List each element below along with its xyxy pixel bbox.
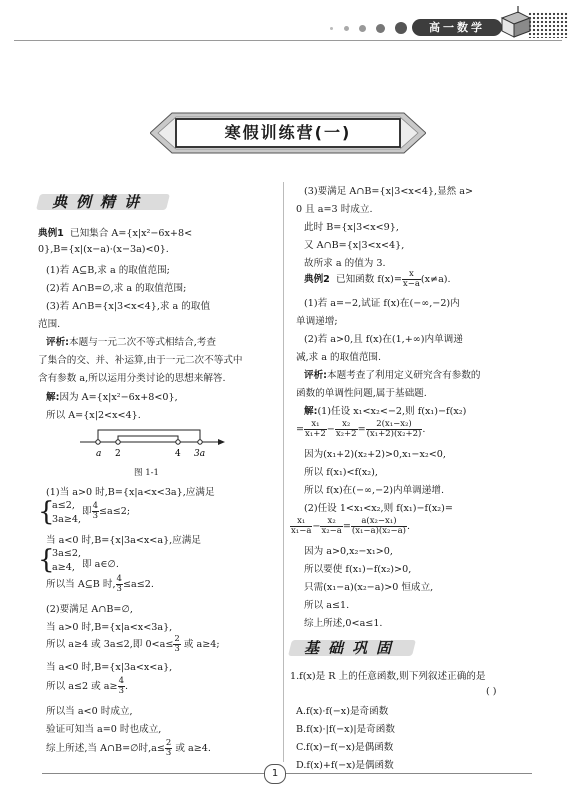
solution2-line9: 所以要使 f(x₁)−f(x₂)>0,	[304, 564, 412, 575]
header-dot	[330, 27, 333, 30]
fig-label-a: a	[96, 449, 102, 459]
example1-part3b: 范围.	[38, 319, 61, 330]
case2-cond1: 3a≤2,	[52, 548, 82, 559]
solution2-line5: 所以 f(x)在(−∞,−2)内单调递增.	[304, 485, 445, 496]
example1-part3a: (3)若 A∩B={x|3<x<4},求 a 的取值	[46, 301, 211, 312]
analysis-line2: 了集合的交、并、补运算,由于一元二次不等式中	[38, 355, 243, 366]
example2-part1b: 单调递增;	[296, 316, 338, 327]
solution2-line12: 综上所述,0<a≤1.	[304, 618, 383, 629]
r-line2: 0 且 a=3 时成立.	[296, 204, 373, 215]
question1-stem: 1.f(x)是 R 上的任意函数,则下列叙述正确的是	[290, 671, 486, 682]
case3-line: 所以当 A⊆B 时, $\frac{4}{3}$ ≤a≤2.	[46, 574, 154, 594]
option-b: B.f(x)·|f(−x)|是奇函数	[296, 724, 395, 735]
option-a: A.f(x)·f(−x)是奇函数	[296, 706, 389, 717]
example2-line: 典例2 已知函数 f(x)= $\frac{x}{x-a}$ (x≠a).	[304, 269, 451, 289]
case1-cond1: a≤2,	[52, 500, 75, 511]
example2-part1a: (1)若 a=−2,试证 f(x)在(−∞,−2)内	[304, 298, 460, 309]
solution2-line3: 因为(x₁+2)(x₂+2)>0,x₁−x₂<0,	[304, 449, 446, 460]
case2-cond2: a≥4,	[52, 562, 75, 573]
part2-line8: 综上所述,当 A∩B=∅时,a≤ $\frac{2}{3}$ 或 a≥4.	[46, 738, 211, 758]
example2-part2a: (2)若 a>0,且 f(x)在(1,+∞)内单调递	[304, 334, 463, 345]
case2-line: 当 a<0 时,B={x|3a<x<a},应满足	[46, 535, 201, 546]
option-d: D.f(x)+f(−x)是偶函数	[296, 760, 394, 771]
header-subject: 高一数学	[412, 19, 502, 36]
section-banner-basic: 基础巩固	[290, 636, 414, 658]
solution2-line1: 解:(1)任设 x₁<x₂<−2,则 f(x₁)−f(x₂)	[304, 406, 467, 417]
header-dot-grid	[528, 12, 568, 38]
r-line3: 此时 B={x|3<x<9},	[304, 222, 399, 233]
solution2-line6: (2)任设 1<x₁<x₂,则 f(x₁)−f(x₂)=	[304, 503, 453, 514]
solution2-line8: 因为 a>0,x₂−x₁>0,	[304, 546, 393, 557]
solution-line1: 解:因为 A={x|x²−6x+8<0},	[46, 392, 178, 403]
case2-result: 即 a∈∅.	[82, 559, 119, 570]
fig-label-4: 4	[175, 449, 181, 459]
fig-label-3a: 3a	[194, 449, 206, 459]
r-line4: 又 A∩B={x|3<x<4},	[304, 240, 405, 251]
analysis-line3: 含有参数 a,所以运用分类讨论的思想来解答.	[38, 373, 226, 384]
analysis-line1: 评析:本题与一元二次不等式相结合,考查	[46, 337, 216, 348]
figure-caption: 图 1-1	[134, 468, 159, 478]
solution2-line7: $\frac{\text{x₁}}{\text{x₁−a}}$ − $\frac{\text{x₂}}{\text{x₂−a}}$ = $\frac{\text{a(x₂−x₁)}}{\text{(x₁−a)(x₂−a)}}$ .	[291, 516, 411, 536]
header-dot	[344, 26, 349, 31]
case1-result: 即 $\frac{4}{3}$ ≤a≤2;	[82, 501, 131, 521]
case1-cond2: 3a≥4,	[52, 514, 82, 525]
part2-line5: 所以 a≤2 或 a≥ $\frac{4}{3}$ .	[46, 676, 129, 696]
analysis2-line2: 函数的单调性问题,属于基础题.	[296, 388, 427, 399]
header-rule	[14, 40, 562, 41]
example1-line1: 典例1 已知集合 A={x|x²−6x+8<	[38, 228, 193, 239]
option-c: C.f(x)−f(−x)是偶函数	[296, 742, 394, 753]
analysis2-line1: 评析:本题考查了利用定义研究含有参数的	[304, 370, 481, 381]
part2-line4: 当 a<0 时,B={x|3a<x<a},	[46, 662, 173, 673]
header-dot	[359, 25, 366, 32]
page-number: 1	[264, 764, 286, 784]
header-dot	[376, 24, 385, 33]
brace: {	[38, 545, 55, 575]
section-banner-example: 典例精讲	[38, 190, 168, 212]
brace: {	[38, 497, 55, 527]
header-dot	[395, 22, 407, 34]
example1-part1: (1)若 A⊆B,求 a 的取值范围;	[46, 265, 170, 276]
example1-line2: 0},B={x|(x−a)·(x−3a)<0}.	[38, 244, 169, 255]
number-line-figure	[78, 424, 228, 464]
question1-answer-paren: ( )	[486, 686, 497, 697]
solution2-line11: 所以 a≤1.	[304, 600, 350, 611]
r-line5: 故所求 a 的值为 3.	[304, 258, 386, 269]
solution-line2: 所以 A={x|2<x<4}.	[46, 410, 141, 421]
case1-line: (1)当 a>0 时,B={x|a<x<3a},应满足	[46, 487, 215, 498]
page-title: 寒假训练营(一)	[224, 123, 352, 142]
part2-line2: 当 a>0 时,B={x|a<x<3a},	[46, 622, 173, 633]
column-divider	[283, 182, 284, 762]
footer-rule	[42, 773, 532, 774]
solution2-line10: 只需(x₁−a)(x₂−a)>0 恒成立,	[304, 582, 434, 593]
solution2-line2: = $\frac{\text{x₁}}{\text{x₁+2}}$ − $\frac{\text{x₂}}{\text{x₂+2}}$ = $\frac{\text{2(x₁−x₂)}}{\text{(x₁+2)(x₂+2)}}$ .	[296, 419, 426, 439]
example2-part2b: 减,求 a 的取值范围.	[296, 352, 382, 363]
part2-line7: 验证可知当 a=0 时也成立,	[46, 724, 162, 735]
part2-line6: 所以当 a<0 时成立,	[46, 706, 133, 717]
part2-line3: 所以 a≥4 或 3a≤2,即 0<a≤ $\frac{2}{3}$ 或 a≥4;	[46, 634, 220, 654]
example1-part2: (2)若 A∩B=∅,求 a 的取值范围;	[46, 283, 187, 294]
fig-label-2: 2	[115, 449, 121, 459]
solution2-line4: 所以 f(x₁)<f(x₂),	[304, 467, 378, 478]
part2-line1: (2)要满足 A∩B=∅,	[46, 604, 133, 615]
r-line1: (3)要满足 A∩B={x|3<x<4},显然 a>	[304, 186, 474, 197]
